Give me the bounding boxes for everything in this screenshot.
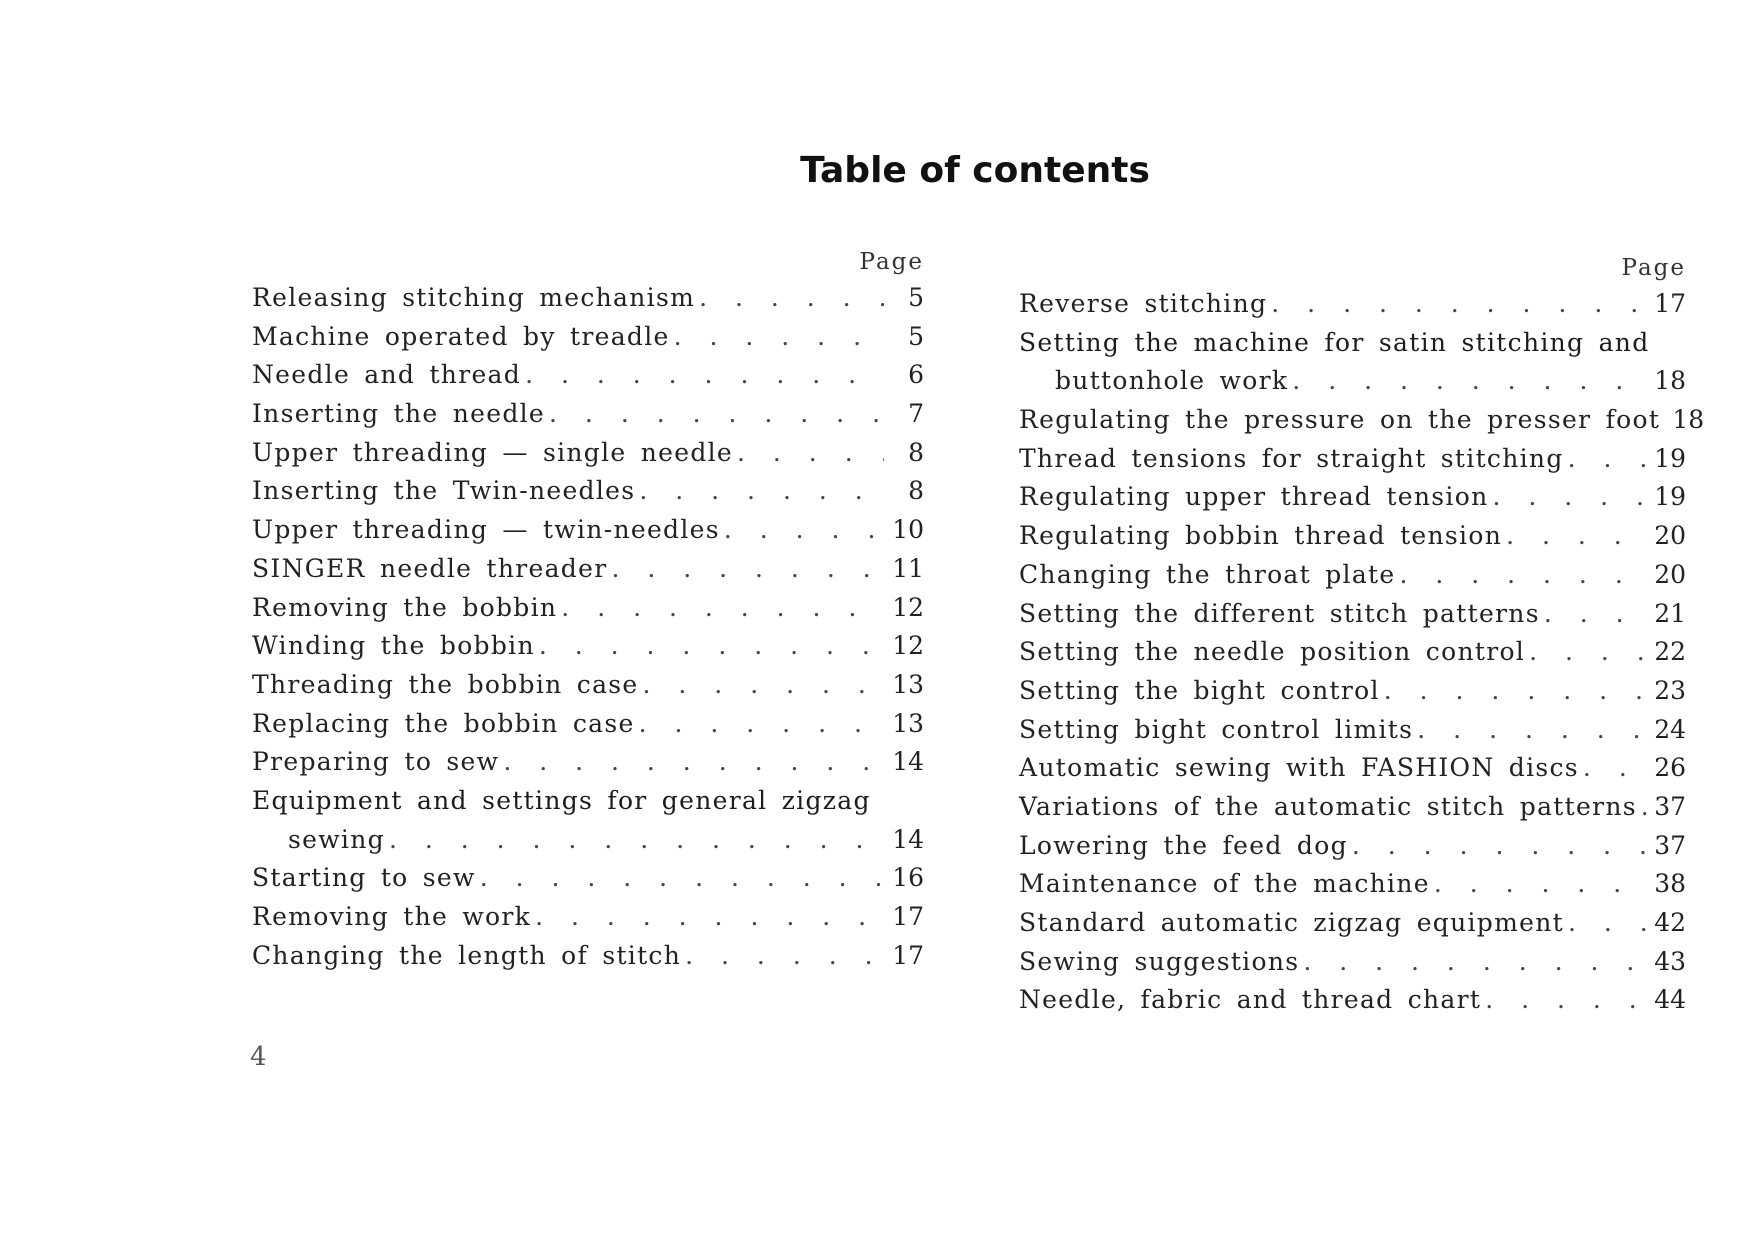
dot-leader (499, 743, 884, 782)
dot-leader (557, 589, 884, 628)
toc-entry-title: Threading the bobbin case (252, 669, 639, 699)
toc-entry (252, 589, 924, 628)
toc-entry-title: Machine operated by treadle (252, 321, 670, 351)
toc-entry-title: Equipment and settings for general zigzag (252, 785, 871, 815)
toc-entry-page: 16 (892, 863, 924, 893)
dot-leader (639, 666, 884, 705)
dot-leader (1267, 285, 1646, 324)
toc-entry-page: 14 (892, 824, 924, 854)
toc-entry (252, 705, 924, 744)
dot-leader (695, 279, 884, 318)
dot-leader (531, 898, 884, 937)
toc-entry-title-continued: sewing (288, 824, 385, 854)
toc-entry-title: Upper threading — twin-needles (252, 515, 720, 545)
toc-entry (1019, 324, 1686, 401)
dot-leader (720, 511, 884, 550)
toc-entry-page: 17 (1654, 289, 1686, 318)
toc-entry-page: 43 (1654, 946, 1686, 976)
toc-column-right (1019, 251, 1705, 1020)
page-column-header: Page (1621, 255, 1686, 281)
toc-entry (1019, 865, 1686, 904)
toc-entry-page: 37 (1654, 791, 1686, 821)
toc-entry-page: 12 (892, 592, 924, 622)
toc-entry-title: Setting bight control limits (1019, 714, 1414, 744)
toc-entry (252, 356, 924, 395)
toc-entry-page: 13 (892, 708, 924, 738)
toc-entry-page: 8 (908, 476, 924, 506)
toc-entry-title: Needle and thread (252, 360, 522, 390)
dot-leader (1564, 440, 1646, 479)
toc-entry (1019, 595, 1686, 634)
toc-entry-page: 17 (892, 902, 924, 931)
toc-entry-page: 14 (892, 747, 924, 777)
toc-entry-title: Maintenance of the machine (1019, 869, 1430, 899)
toc-entry-page: 18 (1672, 405, 1705, 435)
dot-leader (1540, 595, 1646, 634)
dot-leader (385, 821, 884, 860)
dot-leader (1637, 788, 1646, 827)
toc-entry (1019, 672, 1686, 711)
toc-entry (252, 511, 924, 550)
toc-entry-page: 19 (1654, 443, 1686, 473)
page-column-header: Page (859, 249, 924, 275)
dot-leader (1481, 981, 1646, 1020)
toc-entry (1019, 633, 1686, 672)
toc-entry-page: 20 (1654, 521, 1686, 551)
toc-entry-title: Regulating upper thread tension (1019, 482, 1489, 512)
dot-leader (1502, 517, 1646, 556)
toc-entry (1019, 981, 1686, 1020)
toc-entry-title: Releasing stitching mechanism (252, 283, 696, 312)
dot-leader (733, 434, 884, 473)
toc-entry (252, 395, 924, 434)
toc-entry-page: 6 (908, 360, 924, 390)
toc-entry (1019, 943, 1686, 982)
dot-leader (1564, 904, 1646, 943)
dot-leader (535, 627, 884, 666)
toc-entry (1019, 749, 1686, 788)
toc-entry (252, 472, 924, 511)
toc-entry-page: 20 (1654, 559, 1686, 589)
toc-entry-title: Reverse stitching (1019, 289, 1268, 318)
toc-entry-title: Needle, fabric and thread chart (1019, 985, 1482, 1015)
toc-entry-page: 38 (1654, 869, 1686, 899)
toc-entry (1019, 517, 1686, 556)
toc-entry-page: 19 (1654, 482, 1686, 512)
dot-leader (635, 705, 884, 744)
toc-entry-title: Standard automatic zigzag equipment (1019, 908, 1564, 937)
page-title: Table of contents (800, 150, 1150, 191)
dot-leader (545, 395, 884, 434)
toc-entry (252, 782, 924, 859)
toc-entry-title: Setting the bight control (1019, 675, 1380, 705)
toc-entry-title: Winding the bobbin (252, 631, 535, 661)
toc-entry-title: Inserting the needle (252, 399, 546, 429)
toc-entry (252, 743, 924, 782)
toc-entry-page: 37 (1654, 830, 1686, 860)
toc-entry-page: 42 (1654, 908, 1686, 937)
toc-entry-page: 10 (892, 515, 924, 545)
toc-entry (1019, 711, 1686, 750)
dot-leader (607, 550, 884, 589)
toc-entry-page: 8 (908, 437, 924, 467)
toc-entry-title: Setting the machine for satin stitching and (1019, 327, 1650, 357)
dot-leader (1430, 865, 1646, 904)
toc-entry (252, 898, 924, 937)
dot-leader (1380, 672, 1646, 711)
dot-leader (521, 356, 884, 395)
toc-entry (1019, 827, 1686, 866)
toc-entry-title: Setting the different stitch patterns (1019, 598, 1540, 628)
toc-column-left (252, 245, 924, 975)
toc-entry-title: Automatic sewing with FASHION discs (1019, 753, 1579, 783)
toc-entry-title: Thread tensions for straight stitching (1019, 443, 1564, 473)
toc-entry-title: Regulating the pressure on the presser foot (1019, 405, 1661, 435)
toc-entry-title: Setting the needle position control (1019, 637, 1526, 667)
dot-leader (670, 318, 884, 357)
toc-list (1019, 285, 1705, 1020)
dot-leader (1395, 556, 1646, 595)
toc-entry (1019, 904, 1686, 943)
toc-entry-title: Sewing suggestions (1019, 946, 1300, 976)
dot-leader (1299, 943, 1646, 982)
dot-leader (635, 472, 884, 511)
toc-entry-page: 12 (892, 631, 924, 661)
toc-entry-title: Variations of the automatic stitch patterns (1019, 791, 1637, 821)
toc-entry (252, 318, 924, 357)
dot-leader (1525, 633, 1646, 672)
toc-entry-page: 24 (1654, 714, 1686, 744)
toc-entry-page: 13 (892, 669, 924, 699)
toc-entry-page: 23 (1654, 675, 1686, 705)
toc-entry (252, 666, 924, 705)
toc-entry-title: SINGER needle threader (252, 553, 608, 583)
toc-entry (1019, 788, 1686, 827)
toc-entry-page: 22 (1654, 637, 1686, 667)
dot-leader (1413, 711, 1646, 750)
toc-entry (1019, 401, 1705, 440)
toc-entry-page: 17 (892, 940, 924, 970)
toc-entry-title-continued: buttonhole work (1055, 366, 1289, 396)
dot-leader (1288, 362, 1646, 401)
dot-leader (1488, 478, 1646, 517)
toc-entry-title: Changing the length of stitch (252, 940, 682, 970)
dot-leader (681, 937, 884, 976)
toc-entry (252, 627, 924, 666)
toc-entry (1019, 478, 1686, 517)
toc-entry (252, 550, 924, 589)
toc-entry-title: Inserting the Twin-needles (252, 476, 636, 506)
toc-entry-title: Starting to sew (252, 863, 476, 893)
toc-entry-title: Preparing to sew (252, 747, 500, 777)
toc-entry-page: 5 (908, 283, 924, 312)
toc-entry-page: 7 (908, 399, 924, 429)
toc-entry (1019, 285, 1686, 324)
toc-entry (252, 937, 924, 976)
dot-leader (476, 859, 884, 898)
toc-entry-title: Replacing the bobbin case (252, 708, 635, 738)
toc-entry-title: Upper threading — single needle (252, 437, 734, 467)
toc-entry-page: 5 (908, 321, 924, 351)
toc-entry-title: Regulating bobbin thread tension (1019, 521, 1503, 551)
toc-entry-title: Removing the bobbin (252, 592, 558, 622)
toc-entry (252, 434, 924, 473)
toc-entry-page: 11 (892, 553, 924, 583)
page-number: 4 (250, 1042, 267, 1072)
dot-leader (1348, 827, 1646, 866)
toc-list (252, 279, 924, 975)
toc-entry-page: 21 (1654, 598, 1686, 628)
toc-entry-title: Changing the throat plate (1019, 559, 1396, 589)
toc-entry (1019, 556, 1686, 595)
toc-entry-title: Removing the work (252, 902, 532, 931)
toc-entry-page: 18 (1654, 366, 1686, 396)
toc-entry (1019, 440, 1686, 479)
toc-entry-title: Lowering the feed dog (1019, 830, 1348, 860)
dot-leader (1579, 749, 1646, 788)
toc-entry-page: 26 (1654, 753, 1686, 783)
toc-entry-page: 44 (1654, 985, 1686, 1015)
toc-entry (252, 279, 924, 318)
toc-entry (252, 859, 924, 898)
